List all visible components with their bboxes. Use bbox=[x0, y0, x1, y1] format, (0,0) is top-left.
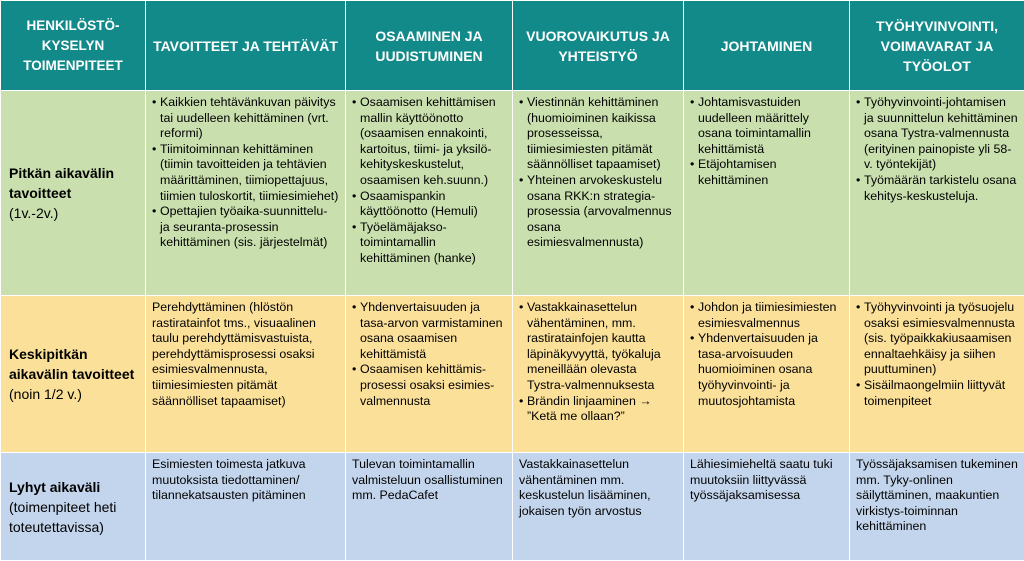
cell-long-interaction bbox=[513, 91, 684, 296]
list-item: • Työmäärän tarkistelu osana kehitys-keskusteluja. bbox=[856, 173, 1018, 204]
cell-mid-goals: Perehdyttäminen (hlöstön rastiratainfot tms., visuaalinen taulu perehdyttämisvastuista, perehdyttämisprosessi osaksi esimiesvalmennusta, tiimiesimiesten pitämät säännölliset tapaamiset) bbox=[146, 296, 346, 453]
list-item: • Vastakkainasettelun vähentäminen, mm. rastiratainfojen kautta läpinäkyvyyttä, työkaluja meneillään olevasta Tystra-valmennuksesta bbox=[519, 300, 677, 394]
column-header-interaction: VUOROVAIKUTUS JA YHTEISTYÖ bbox=[513, 1, 684, 91]
row-subtitle: (toimenpiteet heti toteutettavissa) bbox=[9, 497, 137, 537]
list-item: • Työelämäjakso-toimintamallin kehittäminen (hanke) bbox=[352, 220, 506, 267]
corner-header: HENKILÖSTÖ-KYSELYN TOIMENPITEET bbox=[1, 1, 146, 91]
row-subtitle: (1v.-2v.) bbox=[9, 203, 137, 223]
list-item: • Brändin linjaaminen → ”Ketä me ollaan?” bbox=[519, 394, 677, 425]
cell-long-wellbeing bbox=[850, 91, 1024, 296]
cell-long-leadership bbox=[684, 91, 850, 296]
list-item: • Osaamisen kehittämisen mallin käyttöönotto (osaamisen ennakointi, kartoitus, tiimi- ja yksilö-kehityskeskustelut, osaamisen keh.suunn.) bbox=[352, 95, 506, 189]
row-short-term bbox=[1, 453, 1024, 561]
cell-short-goals: Esimiesten toimesta jatkuva muutoksista tiedottaminen/ tilannekatsausten pitäminen bbox=[146, 453, 346, 561]
cell-mid-wellbeing bbox=[850, 296, 1024, 453]
column-header-wellbeing: TYÖHYVINVOINTI, VOIMAVARAT JA TYÖOLOT bbox=[850, 1, 1024, 91]
list-item: • Osaamispankin käyttöönotto (Hemuli) bbox=[352, 189, 506, 220]
row-title: Lyhyt aikaväli bbox=[9, 477, 137, 497]
cell-mid-competence bbox=[346, 296, 513, 453]
row-header-short-term bbox=[1, 453, 146, 561]
list-item: • Opettajien työaika-suunnittelu- ja seuranta-prosessin kehittäminen (sis. järjestelmät) bbox=[152, 204, 339, 251]
list-item: • Etäjohtamisen kehittäminen bbox=[690, 157, 843, 188]
cell-long-goals bbox=[146, 91, 346, 296]
row-header-long-term bbox=[1, 91, 146, 296]
row-title: Keskipitkän aikavälin tavoitteet bbox=[9, 344, 137, 384]
cell-short-competence: Tulevan toimintamallin valmisteluun osallistuminen mm. PedaCafet bbox=[346, 453, 513, 561]
cell-short-leadership: Lähiesimieheltä saatu tuki muutoksiin liittyvässä työssäjaksamisessa bbox=[684, 453, 850, 561]
row-subtitle: (noin 1/2 v.) bbox=[9, 384, 137, 404]
list-item: • Osaamisen kehittämis-prosessi osaksi esimies-valmennusta bbox=[352, 362, 506, 409]
row-title: Pitkän aikavälin tavoitteet bbox=[9, 163, 137, 203]
cell-long-competence bbox=[346, 91, 513, 296]
list-item: • Yhdenvertaisuuden ja tasa-arvoisuuden huomioiminen osana työhyvinvointi- ja muutosjohtamista bbox=[690, 331, 843, 409]
row-mid-term bbox=[1, 296, 1024, 453]
list-item: • Työhyvinvointi ja työsuojelu osaksi esimiesvalmennusta (sis. työpaikkakiusaamisen ennaltaehkäisy ja siihen puuttuminen) bbox=[856, 300, 1018, 378]
cell-short-wellbeing: Työssäjaksamisen tukeminen mm. Tyky-onlinen säilyttäminen, maakuntien virkistys-toiminnan kehittäminen bbox=[850, 453, 1024, 561]
column-header-goals: TAVOITTEET JA TEHTÄVÄT bbox=[146, 1, 346, 91]
list-item: • Kaikkien tehtävänkuvan päivitys tai uudelleen kehittäminen (vrt. reformi) bbox=[152, 95, 339, 142]
cell-short-interaction: Vastakkainasettelun vähentäminen mm. keskustelun lisääminen, jokaisen työn arvostus bbox=[513, 453, 684, 561]
list-item: • Yhdenvertaisuuden ja tasa-arvon varmistaminen osana osaamisen kehittämistä bbox=[352, 300, 506, 362]
row-header-mid-term bbox=[1, 296, 146, 453]
list-item: • Viestinnän kehittäminen (huomioiminen kaikissa prosesseissa, tiimiesimiesten pitämät säännölliset tapaamiset) bbox=[519, 95, 677, 173]
column-header-leadership: JOHTAMINEN bbox=[684, 1, 850, 91]
list-item: • Sisäilmaongelmiin liittyvät toimenpiteet bbox=[856, 378, 1018, 409]
list-item: • Työhyvinvointi-johtamisen ja suunnittelun kehittäminen osana Tystra-valmennusta (erityinen painopiste yli 58-v. työntekijät) bbox=[856, 95, 1018, 173]
row-long-term bbox=[1, 91, 1024, 296]
cell-mid-leadership bbox=[684, 296, 850, 453]
list-item: • Tiimitoiminnan kehittäminen (tiimin tavoitteiden ja tehtävien määrittäminen, tiimiopettajuus, tiimien tuloskortit, tiimiesimiehet) bbox=[152, 142, 339, 204]
list-item: • Yhteinen arvokeskustelu osana RKK:n strategia-prosessia (arvovalmennus osana esimiesvalmennusta) bbox=[519, 173, 677, 251]
column-header-competence: OSAAMINEN JA UUDISTUMINEN bbox=[346, 1, 513, 91]
list-item: • Johtamisvastuiden uudelleen määrittely osana toimintamallin kehittämistä bbox=[690, 95, 843, 157]
cell-mid-interaction bbox=[513, 296, 684, 453]
header-row bbox=[1, 1, 1024, 91]
list-item: • Johdon ja tiimiesimiesten esimiesvalmennus bbox=[690, 300, 843, 331]
